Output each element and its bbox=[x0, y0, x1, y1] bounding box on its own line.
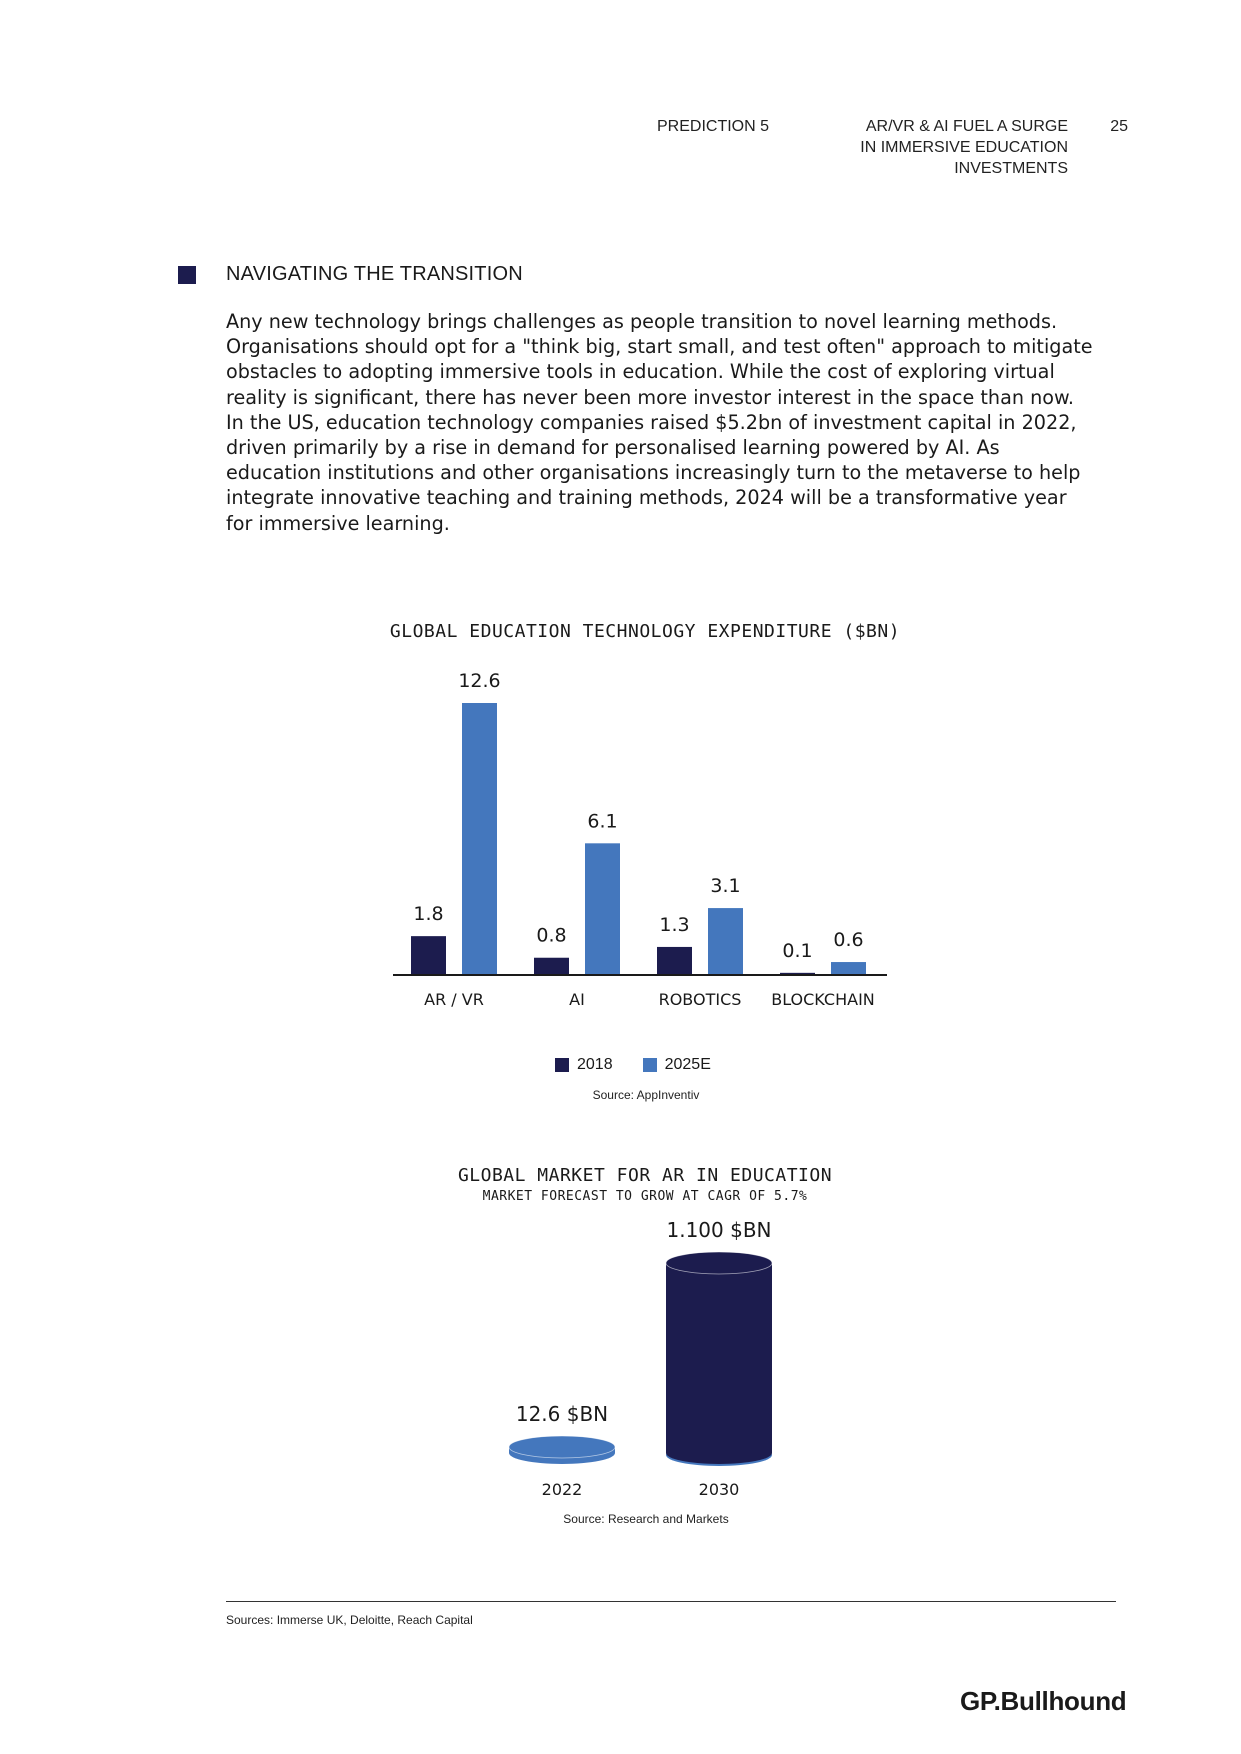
data-label: 1.3 bbox=[659, 913, 690, 936]
data-label: 0.1 bbox=[782, 939, 813, 962]
cylinder-top bbox=[666, 1252, 772, 1274]
chart1-legend bbox=[555, 1056, 711, 1074]
chart2-subtitle: MARKET FORECAST TO GROW AT CAGR OF 5.7% bbox=[482, 1189, 808, 1204]
data-label: 12.6 $BN bbox=[515, 1402, 609, 1426]
data-label: 1.100 $BN bbox=[666, 1218, 772, 1242]
header-title bbox=[780, 116, 1068, 179]
category-label: AR / VR bbox=[424, 990, 484, 1009]
chart2-title: GLOBAL MARKET FOR AR IN EDUCATION bbox=[457, 1165, 833, 1186]
bar-2018-ai bbox=[534, 958, 569, 975]
category-label: AI bbox=[569, 990, 585, 1009]
cylinder-body bbox=[666, 1263, 772, 1453]
category-label: BLOCKCHAIN bbox=[771, 990, 875, 1009]
chart1-title: GLOBAL EDUCATION TECHNOLOGY EXPENDITURE ($BN) bbox=[389, 621, 901, 642]
chart1-source: Source: AppInventiv bbox=[592, 1088, 700, 1102]
legend-label-2018: 2018 bbox=[577, 1056, 613, 1073]
section-body: Any new technology brings challenges as people transition to novel learning methods. Organisations should opt for a "think big, start small, and test often" approach to mitigate obstacles to adopting immersive tools in education. While the cost of exploring virtual reality is significant, there has never been more investor interest in the space than now. In the US, education technology companies raised $5.2bn of investment capital in 2022, driven primarily by a rise in demand for personalised learning powered by AI. As education institutions and other organisations increasingly turn to the metaverse to help integrate innovative teaching and training methods, 2024 will be a transformative year for immersive learning. bbox=[226, 310, 1093, 535]
data-label: 12.6 bbox=[458, 670, 501, 692]
legend-label-2025e: 2025E bbox=[664, 1056, 711, 1073]
chart2-source: Source: Research and Markets bbox=[563, 1512, 729, 1526]
header-title-line: INVESTMENTS bbox=[954, 160, 1068, 177]
category-label: 2030 bbox=[698, 1480, 740, 1499]
category-label: 2022 bbox=[541, 1480, 583, 1499]
category-label: ROBOTICS bbox=[658, 990, 742, 1009]
ar-education-market-chart bbox=[0, 1210, 1241, 1510]
gp-bullhound-logo: GP.Bullhound bbox=[960, 1686, 1127, 1716]
bar-2025e-blockchain bbox=[831, 962, 866, 975]
footer-sources: Sources: Immerse UK, Deloitte, Reach Capital bbox=[226, 1613, 473, 1627]
bar-2018-robotics bbox=[657, 947, 692, 975]
header-title-line: IN IMMERSIVE EDUCATION bbox=[860, 139, 1068, 156]
edtech-expenditure-chart bbox=[0, 650, 1241, 1030]
data-label: 6.1 bbox=[587, 810, 618, 833]
bar-2025e-arvr bbox=[462, 703, 497, 975]
prediction-label: PREDICTION 5 bbox=[657, 118, 770, 135]
data-label: 0.6 bbox=[833, 929, 864, 952]
cylinder-2022 bbox=[509, 1436, 615, 1464]
legend-swatch-2018 bbox=[555, 1058, 569, 1072]
legend-swatch-2025e bbox=[643, 1058, 657, 1072]
page-number: 25 bbox=[1110, 118, 1128, 135]
bar-2018-arvr bbox=[411, 936, 446, 975]
bar-2025e-robotics bbox=[708, 908, 743, 975]
footer-divider bbox=[226, 1601, 1116, 1602]
section-bullet-icon bbox=[178, 266, 196, 284]
data-label: 3.1 bbox=[710, 875, 741, 898]
header-title-line: AR/VR & AI FUEL A SURGE bbox=[865, 118, 1068, 135]
data-label: 1.8 bbox=[413, 903, 444, 926]
section-title: NAVIGATING THE TRANSITION bbox=[226, 263, 523, 285]
cylinder-2030 bbox=[666, 1252, 772, 1466]
data-label: 0.8 bbox=[536, 924, 567, 947]
cylinder-top bbox=[509, 1436, 615, 1458]
bar-2025e-ai bbox=[585, 843, 620, 975]
